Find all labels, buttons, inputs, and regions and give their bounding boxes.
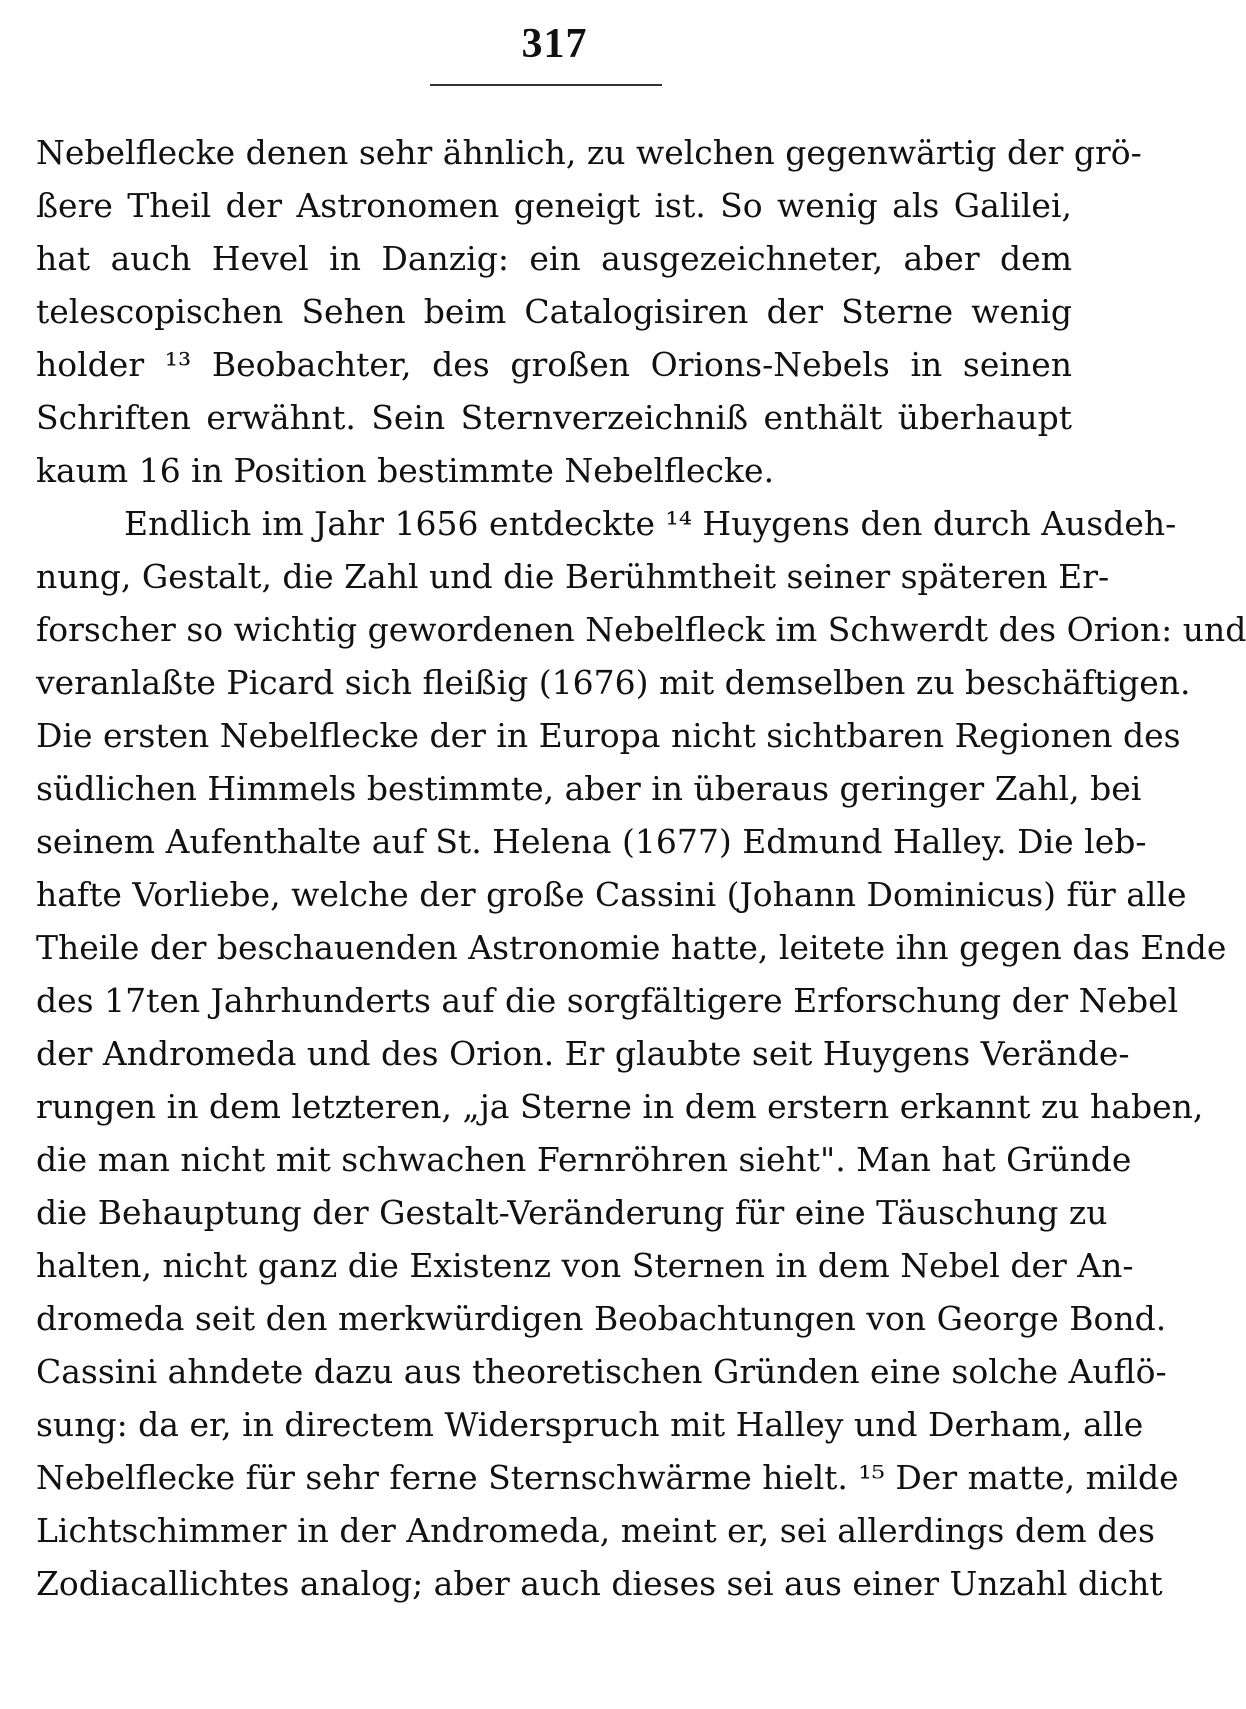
text-line: Zodiacallichtes analog; aber auch dieses sei aus einer Unzahl dicht bbox=[36, 1564, 1163, 1603]
text-line: halten, nicht ganz die Existenz von Sternen in dem Nebel der An- bbox=[36, 1246, 1134, 1285]
paragraph-start-line: Endlich im Jahr 1656 entdeckte ¹⁴ Huygens den durch Ausdeh- bbox=[124, 504, 1177, 543]
text-line: telescopischen Sehen beim Catalogisiren der Sterne wenig bbox=[36, 292, 1072, 331]
text-line: Die ersten Nebelflecke der in Europa nicht sichtbaren Regionen des bbox=[36, 716, 1181, 755]
text-line: Nebelflecke für sehr ferne Sternschwärme hielt. ¹⁵ Der matte, milde bbox=[36, 1458, 1179, 1497]
text-line: die man nicht mit schwachen Fernröhren sieht". Man hat Gründe bbox=[36, 1140, 1132, 1179]
text-line: ßere Theil der Astronomen geneigt ist. So wenig als Galilei, bbox=[36, 186, 1072, 225]
body-text bbox=[36, 126, 1246, 1610]
text-line: dromeda seit den merkwürdigen Beobachtungen von George Bond. bbox=[36, 1299, 1167, 1338]
text-line: hat auch Hevel in Danzig: ein ausgezeichneter, aber dem bbox=[36, 239, 1072, 278]
text-line: forscher so wichtig gewordenen Nebelfleck im Schwerdt des Orion: und bbox=[36, 610, 1246, 649]
text-line: südlichen Himmels bestimmte, aber in überaus geringer Zahl, bei bbox=[36, 769, 1142, 808]
text-line: Nebelflecke denen sehr ähnlich, zu welchen gegenwärtig der grö- bbox=[36, 133, 1142, 172]
text-line: der Andromeda und des Orion. Er glaubte seit Huygens Verände- bbox=[36, 1034, 1130, 1073]
text-line: Theile der beschauenden Astronomie hatte, leitete ihn gegen das Ende bbox=[36, 928, 1227, 967]
text-line: holder ¹³ Beobachter, des großen Orions-Nebels in seinen bbox=[36, 345, 1072, 384]
text-line: kaum 16 in Position bestimmte Nebelflecke. bbox=[36, 451, 775, 490]
text-line: seinem Aufenthalte auf St. Helena (1677) Edmund Halley. Die leb- bbox=[36, 822, 1147, 861]
text-line: hafte Vorliebe, welche der große Cassini (Johann Dominicus) für alle bbox=[36, 875, 1187, 914]
text-line: rungen in dem letzteren, „ja Sterne in dem erstern erkannt zu haben, bbox=[36, 1087, 1204, 1126]
page-number: 317 bbox=[521, 21, 588, 67]
text-line: die Behauptung der Gestalt-Veränderung für eine Täuschung zu bbox=[36, 1193, 1108, 1232]
text-line: sung: da er, in directem Widerspruch mit Halley und Derham, alle bbox=[36, 1405, 1144, 1444]
text-line: Lichtschimmer in der Andromeda, meint er, sei allerdings dem des bbox=[36, 1511, 1155, 1550]
header-rule bbox=[430, 84, 662, 86]
text-line: Cassini ahndete dazu aus theoretischen Gründen eine solche Auflö- bbox=[36, 1352, 1167, 1391]
text-line: des 17ten Jahrhunderts auf die sorgfältigere Erforschung der Nebel bbox=[36, 981, 1179, 1020]
text-line: veranlaßte Picard sich fleißig (1676) mit demselben zu beschäftigen. bbox=[36, 663, 1191, 702]
text-line: Schriften erwähnt. Sein Sternverzeichniß enthält überhaupt bbox=[36, 398, 1072, 437]
text-line: nung, Gestalt, die Zahl und die Berühmtheit seiner späteren Er- bbox=[36, 557, 1110, 596]
